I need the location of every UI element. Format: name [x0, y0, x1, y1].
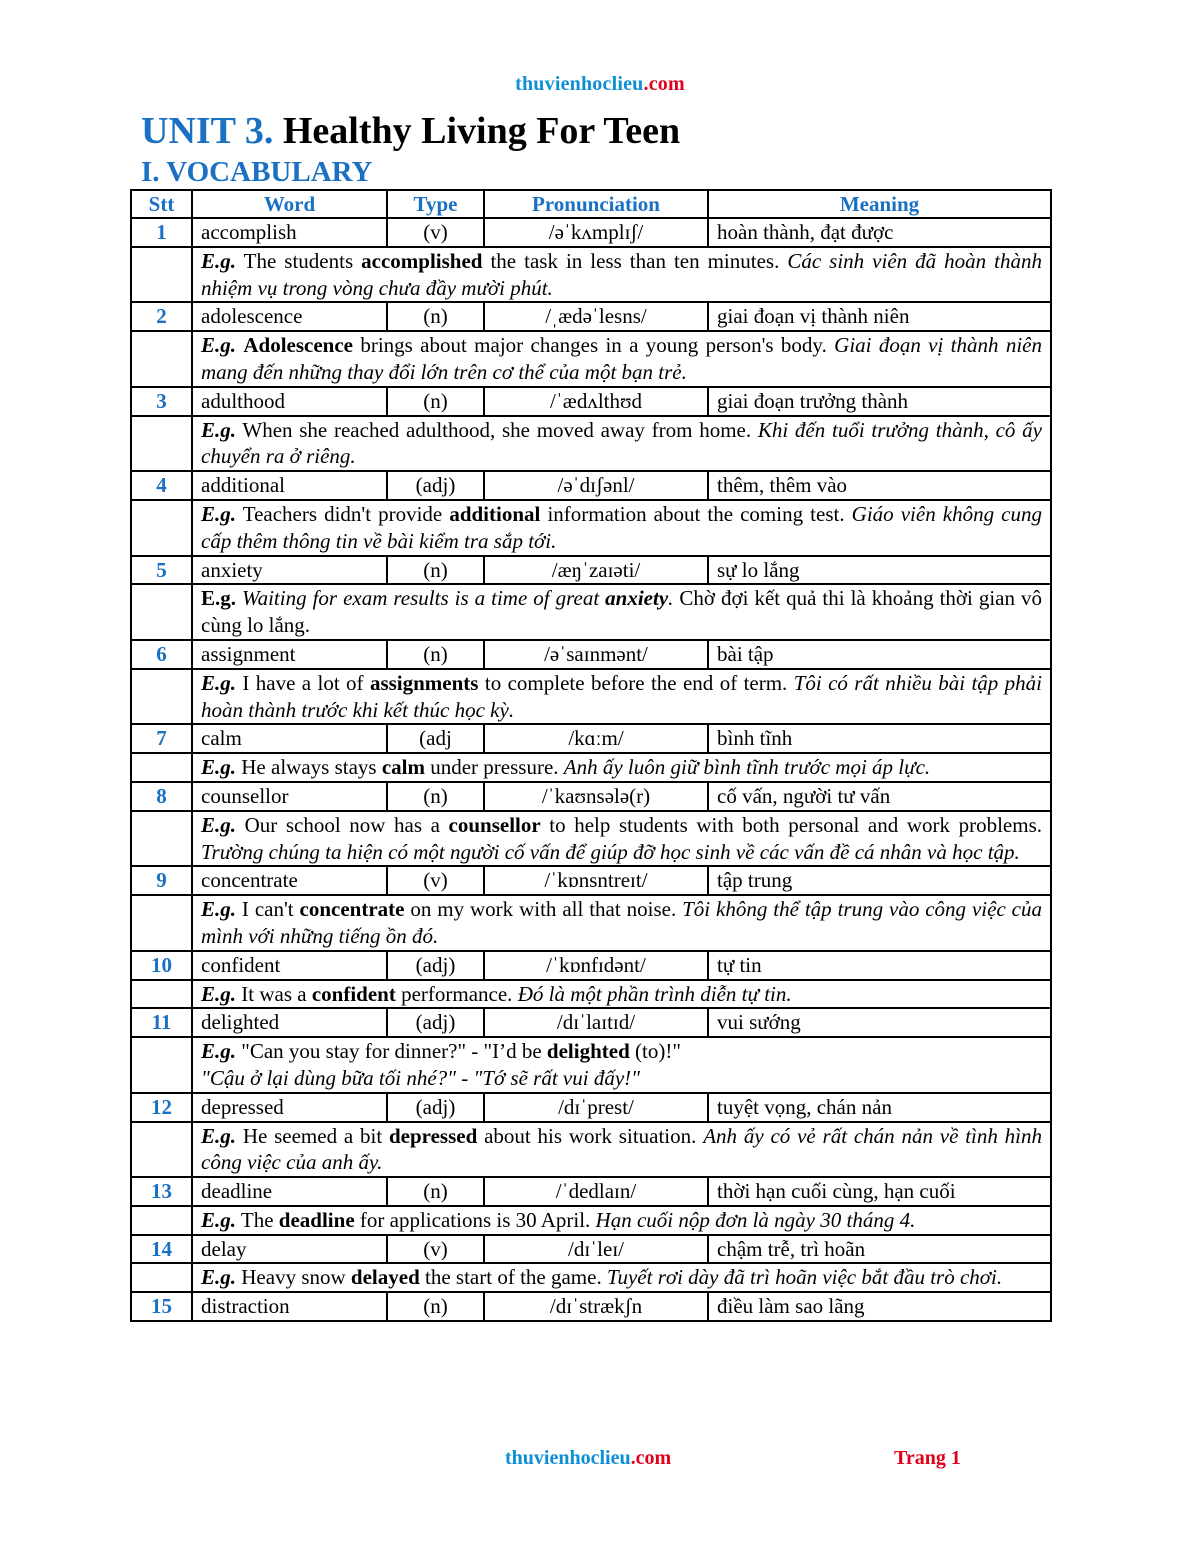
- example-spacer: [131, 1263, 192, 1292]
- vocab-row: [131, 387, 1051, 416]
- row-type: (n): [387, 782, 484, 811]
- row-word: counsellor: [192, 782, 387, 811]
- row-meaning: giai đoạn trưởng thành: [708, 387, 1051, 416]
- row-pronunciation: /əˈdɪʃənl/: [484, 471, 708, 500]
- example-text: I have a lot of: [236, 670, 370, 695]
- row-word: depressed: [192, 1093, 387, 1122]
- table-header-row: [131, 190, 1051, 218]
- vocab-row: [131, 951, 1051, 980]
- example-text-end: the task in less than ten minutes.: [482, 248, 788, 273]
- example-translation: "Cậu ở lại dùng bữa tối nhé?" - "Tớ sẽ rất vui đấy!": [201, 1065, 640, 1090]
- row-pronunciation: /kɑːm/: [484, 724, 708, 753]
- row-type: (adj): [387, 1008, 484, 1037]
- example-label: E.g.: [201, 670, 237, 695]
- row-stt: 15: [131, 1292, 192, 1321]
- example-keyword: delighted: [546, 1039, 630, 1064]
- example-label: E.g.: [201, 981, 237, 1006]
- table-body: [131, 218, 1051, 1321]
- vocab-row: [131, 1177, 1051, 1206]
- example-keyword: depressed: [388, 1123, 478, 1148]
- vocab-row: [131, 1235, 1051, 1264]
- example-keyword: calm: [381, 755, 425, 780]
- example-label: E.g.: [201, 333, 237, 358]
- unit-number: UNIT 3.: [141, 110, 274, 152]
- example-translation: Trường chúng ta hiện có một người cố vấn để giúp đỡ học sinh về các vấn đề cá nhân và học tập.: [201, 839, 1020, 864]
- row-pronunciation: /ˈdedlaɪn/: [484, 1177, 708, 1206]
- example-text-end: for applications is 30 April.: [354, 1207, 596, 1232]
- example-keyword: Adolescence: [243, 333, 353, 358]
- row-type: (adj): [387, 471, 484, 500]
- row-pronunciation: /əˈsaɪnmənt/: [484, 640, 708, 669]
- example-text: It was a: [236, 981, 312, 1006]
- example-spacer: [131, 753, 192, 782]
- example-sentence: [192, 1206, 1051, 1235]
- row-type: (v): [387, 218, 484, 247]
- example-text: When she reached adulthood, she moved away from home.: [236, 417, 758, 442]
- row-meaning: tuyệt vọng, chán nản: [708, 1093, 1051, 1122]
- example-sentence: [192, 1122, 1051, 1178]
- example-keyword: accomplished: [361, 248, 483, 273]
- row-word: adolescence: [192, 302, 387, 331]
- example-translation: Khi đến tuổi trưởng thành, cô ấy chuyển ra ở riêng.: [201, 417, 1042, 469]
- row-stt: 12: [131, 1093, 192, 1122]
- header-meaning: Meaning: [708, 190, 1051, 218]
- page-title: [141, 108, 680, 154]
- example-text: "Can you stay for dinner?" - "I’d be: [236, 1039, 547, 1064]
- row-stt: 11: [131, 1008, 192, 1037]
- row-stt: 4: [131, 471, 192, 500]
- example-label: E.g.: [201, 586, 237, 611]
- example-text: Teachers didn't provide: [236, 501, 450, 526]
- example-spacer: [131, 669, 192, 725]
- example-text-end: about his work situation.: [477, 1123, 704, 1148]
- row-meaning: thời hạn cuối cùng, hạn cuối: [708, 1177, 1051, 1206]
- row-pronunciation: /dɪˈstrækʃn: [484, 1292, 708, 1321]
- row-stt: 2: [131, 302, 192, 331]
- page-number: Trang 1: [894, 1447, 961, 1469]
- row-meaning: bình tĩnh: [708, 724, 1051, 753]
- row-word: calm: [192, 724, 387, 753]
- example-label: E.g.: [201, 897, 237, 922]
- example-spacer: [131, 331, 192, 387]
- row-meaning: chậm trễ, trì hoãn: [708, 1235, 1051, 1264]
- example-sentence: [192, 980, 1051, 1009]
- section-heading: I. VOCABULARY: [141, 156, 373, 188]
- example-label: E.g.: [201, 1123, 237, 1148]
- row-stt: 14: [131, 1235, 192, 1264]
- example-row: [131, 584, 1051, 640]
- row-stt: 8: [131, 782, 192, 811]
- row-type: (v): [387, 866, 484, 895]
- example-translation: Tôi không thể tập trung vào công việc của mình với những tiếng ồn đó.: [201, 897, 1042, 948]
- vocab-row: [131, 302, 1051, 331]
- example-translation: Các sinh viên đã hoàn thành nhiệm vụ trong vòng chưa đầy mười phút.: [201, 248, 1042, 300]
- row-word: delay: [192, 1235, 387, 1264]
- site-name: thuvienhoclieu: [515, 73, 644, 95]
- example-text-end: the start of the game.: [419, 1265, 607, 1290]
- example-text: He seemed a bit: [236, 1123, 389, 1148]
- header-stt: Stt: [131, 190, 192, 218]
- row-stt: 7: [131, 724, 192, 753]
- row-stt: 13: [131, 1177, 192, 1206]
- row-meaning: cố vấn, người tư vấn: [708, 782, 1051, 811]
- example-sentence: [192, 584, 1051, 640]
- vocab-row: [131, 218, 1051, 247]
- example-keyword: delayed: [350, 1265, 420, 1290]
- unit-name: Healthy Living For Teen: [282, 110, 681, 152]
- example-text-end: information about the coming test.: [540, 501, 852, 526]
- example-keyword: anxiety: [605, 586, 669, 611]
- site-header: [0, 73, 1200, 96]
- row-pronunciation: /æŋˈzaɪəti/: [484, 556, 708, 585]
- example-translation: Giáo viên không cung cấp thêm thông tin về bài kiểm tra sắp tới.: [201, 501, 1042, 553]
- example-text: The students: [236, 248, 362, 273]
- row-word: concentrate: [192, 866, 387, 895]
- vocab-row: [131, 866, 1051, 895]
- example-text-end: to help students with both personal and work problems.: [540, 812, 1042, 837]
- example-row: [131, 980, 1051, 1009]
- example-spacer: [131, 811, 192, 867]
- example-translation: Tôi có rất nhiều bài tập phải hoàn thành trước khi kết thúc học kỳ.: [201, 670, 1043, 722]
- example-row: [131, 811, 1051, 867]
- example-keyword: concentrate: [299, 897, 405, 922]
- example-label: E.g.: [201, 1039, 237, 1064]
- example-row: [131, 416, 1051, 472]
- row-word: assignment: [192, 640, 387, 669]
- vocab-row: [131, 1093, 1051, 1122]
- vocab-row: [131, 782, 1051, 811]
- row-word: delighted: [192, 1008, 387, 1037]
- example-keyword: deadline: [278, 1207, 355, 1232]
- example-text-end: on my work with all that noise.: [404, 897, 683, 922]
- example-translation: Đó là một phần trình diễn tự tin.: [517, 981, 792, 1006]
- example-translation: Giai đoạn vị thành niên mang đến những thay đổi lớn trên cơ thể của một bạn trẻ.: [201, 333, 1042, 384]
- example-row: [131, 669, 1051, 725]
- example-sentence: [192, 895, 1051, 951]
- footer-site: [505, 1447, 671, 1470]
- row-word: distraction: [192, 1292, 387, 1321]
- row-stt: 9: [131, 866, 192, 895]
- example-label: E.g.: [201, 755, 237, 780]
- row-word: additional: [192, 471, 387, 500]
- row-type: (n): [387, 640, 484, 669]
- header-pronunciation: Pronunciation: [484, 190, 708, 218]
- example-sentence: [192, 753, 1051, 782]
- example-sentence: [192, 247, 1051, 303]
- row-meaning: vui sướng: [708, 1008, 1051, 1037]
- row-stt: 3: [131, 387, 192, 416]
- row-pronunciation: /ˈkɒnsntreɪt/: [484, 866, 708, 895]
- vocabulary-table: [130, 189, 1052, 1322]
- example-text-end: to complete before the end of term.: [478, 670, 794, 695]
- example-text-end: performance.: [395, 981, 518, 1006]
- example-keyword: assignments: [369, 670, 479, 695]
- example-text: Heavy snow: [236, 1265, 351, 1290]
- row-type: (v): [387, 1235, 484, 1264]
- example-row: [131, 1037, 1051, 1093]
- example-keyword: counsellor: [448, 812, 541, 837]
- row-type: (adj): [387, 1093, 484, 1122]
- example-label: E.g.: [201, 501, 237, 526]
- example-text: The: [236, 1207, 279, 1232]
- row-stt: 5: [131, 556, 192, 585]
- example-row: [131, 247, 1051, 303]
- example-row: [131, 753, 1051, 782]
- row-word: accomplish: [192, 218, 387, 247]
- example-text-end: under pressure.: [424, 755, 564, 780]
- example-row: [131, 1263, 1051, 1292]
- row-pronunciation: /ˌædəˈlesns/: [484, 302, 708, 331]
- footer-site-name: thuvienhoclieu: [505, 1447, 631, 1469]
- row-meaning: hoàn thành, đạt được: [708, 218, 1051, 247]
- site-tld: .com: [643, 73, 685, 95]
- row-meaning: tự tin: [708, 951, 1051, 980]
- row-type: (n): [387, 1292, 484, 1321]
- vocab-row: [131, 471, 1051, 500]
- example-row: [131, 1206, 1051, 1235]
- row-meaning: bài tập: [708, 640, 1051, 669]
- row-word: adulthood: [192, 387, 387, 416]
- example-label: E.g.: [201, 1265, 237, 1290]
- example-sentence: [192, 500, 1051, 556]
- example-spacer: [131, 247, 192, 303]
- row-pronunciation: /əˈkʌmplɪʃ/: [484, 218, 708, 247]
- header-word: Word: [192, 190, 387, 218]
- example-text-end: .: [668, 586, 674, 611]
- example-spacer: [131, 1206, 192, 1235]
- row-type: (n): [387, 556, 484, 585]
- row-word: confident: [192, 951, 387, 980]
- example-spacer: [131, 416, 192, 472]
- row-pronunciation: /dɪˈleɪ/: [484, 1235, 708, 1264]
- example-row: [131, 500, 1051, 556]
- row-pronunciation: /ˈkaʊnsələ(r): [484, 782, 708, 811]
- row-meaning: giai đoạn vị thành niên: [708, 302, 1051, 331]
- example-text: Our school now has a: [236, 812, 449, 837]
- row-type: (n): [387, 387, 484, 416]
- example-spacer: [131, 980, 192, 1009]
- example-keyword: additional: [449, 501, 541, 526]
- example-sentence: [192, 811, 1051, 867]
- example-translation: Anh ấy có vẻ rất chán nản về tình hình công việc của anh ấy.: [201, 1123, 1043, 1175]
- example-translation: Tuyết rơi dày đã trì hoãn việc bắt đầu trò chơi.: [606, 1265, 1003, 1290]
- row-pronunciation: /dɪˈlaɪtɪd/: [484, 1008, 708, 1037]
- example-sentence: [192, 416, 1051, 472]
- example-label: E.g.: [201, 417, 237, 442]
- vocab-row: [131, 556, 1051, 585]
- example-row: [131, 895, 1051, 951]
- row-meaning: thêm, thêm vào: [708, 471, 1051, 500]
- row-type: (adj): [387, 951, 484, 980]
- example-sentence: [192, 331, 1051, 387]
- row-stt: 1: [131, 218, 192, 247]
- row-type: (n): [387, 302, 484, 331]
- example-text: Waiting for exam results is a time of great: [236, 586, 606, 611]
- row-word: anxiety: [192, 556, 387, 585]
- vocab-row: [131, 1292, 1051, 1321]
- example-text: I can't: [236, 897, 300, 922]
- row-word: deadline: [192, 1177, 387, 1206]
- row-type: (adj: [387, 724, 484, 753]
- example-text-end: (to)!": [629, 1039, 681, 1064]
- example-text-end: brings about major changes in a young person's body.: [353, 333, 835, 358]
- row-meaning: tập trung: [708, 866, 1051, 895]
- example-spacer: [131, 500, 192, 556]
- header-type: Type: [387, 190, 484, 218]
- row-pronunciation: /ˈædʌlthʊd: [484, 387, 708, 416]
- row-meaning: điều làm sao lãng: [708, 1292, 1051, 1321]
- example-row: [131, 331, 1051, 387]
- example-label: E.g.: [201, 248, 237, 273]
- row-pronunciation: /dɪˈprest/: [484, 1093, 708, 1122]
- example-translation: Anh ấy luôn giữ bình tĩnh trước mọi áp lực.: [563, 755, 931, 780]
- vocab-row: [131, 640, 1051, 669]
- row-pronunciation: /ˈkɒnfɪdənt/: [484, 951, 708, 980]
- example-spacer: [131, 584, 192, 640]
- example-spacer: [131, 1122, 192, 1178]
- example-label: E.g.: [201, 1207, 237, 1232]
- vocab-row: [131, 724, 1051, 753]
- example-translation: Chờ đợi kết quả thi là khoảng thời gian vô cùng lo lắng.: [201, 586, 1042, 638]
- example-spacer: [131, 895, 192, 951]
- example-sentence: [192, 669, 1051, 725]
- row-type: (n): [387, 1177, 484, 1206]
- example-sentence: [192, 1263, 1051, 1292]
- example-label: E.g.: [201, 812, 237, 837]
- example-sentence: [192, 1037, 1051, 1093]
- example-text: He always stays: [236, 755, 382, 780]
- row-meaning: sự lo lắng: [708, 556, 1051, 585]
- footer-site-tld: .com: [630, 1447, 672, 1469]
- vocab-row: [131, 1008, 1051, 1037]
- example-spacer: [131, 1037, 192, 1093]
- example-keyword: confident: [311, 981, 396, 1006]
- example-row: [131, 1122, 1051, 1178]
- row-stt: 6: [131, 640, 192, 669]
- row-stt: 10: [131, 951, 192, 980]
- example-translation: Hạn cuối nộp đơn là ngày 30 tháng 4.: [595, 1207, 916, 1232]
